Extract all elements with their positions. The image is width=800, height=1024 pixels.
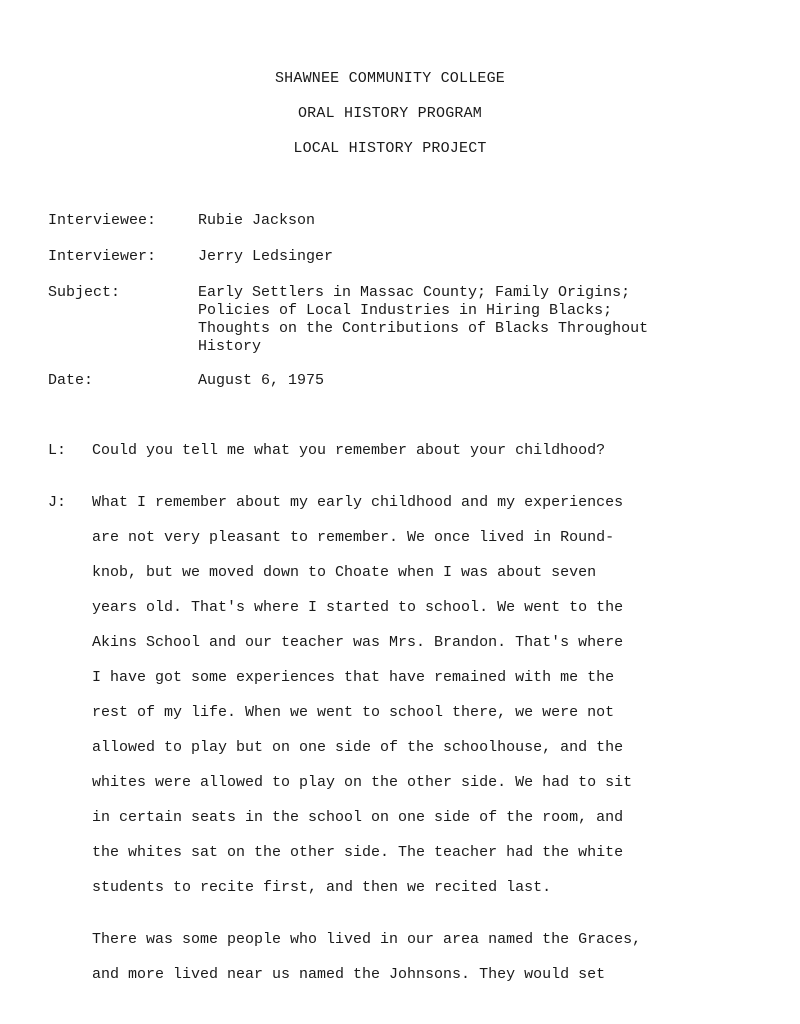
answer-line: knob, but we moved down to Choate when I was about seven (92, 564, 597, 581)
answer-line: There was some people who lived in our area named the Graces, (92, 931, 642, 948)
subject-line: Policies of Local Industries in Hiring Blacks; (198, 302, 613, 319)
interviewer-value: Jerry Ledsinger (198, 248, 334, 265)
interviewee-label: Interviewee: (48, 212, 157, 229)
answer-line: the whites sat on the other side. The teacher had the white (92, 844, 624, 861)
date-value: August 6, 1975 (198, 372, 325, 389)
interviewer-label: Interviewer: (48, 248, 157, 265)
question-text: Could you tell me what you remember about your childhood? (92, 442, 606, 459)
answer-line: years old. That's where I started to school. We went to the (92, 599, 624, 616)
header-project: LOCAL HISTORY PROJECT (293, 140, 487, 157)
answer-line: in certain seats in the school on one side of the room, and (92, 809, 624, 826)
answer-line: are not very pleasant to remember. We once lived in Round- (92, 529, 615, 546)
speaker-j: J: (48, 494, 67, 511)
answer-line: allowed to play but on one side of the schoolhouse, and the (92, 739, 624, 756)
subject-value (198, 284, 758, 356)
subject-line: Early Settlers in Massac County; Family Origins; (198, 284, 631, 301)
answer-line: whites were allowed to play on the other side. We had to sit (92, 774, 633, 791)
subject-line: History (198, 338, 262, 355)
subject-line: Thoughts on the Contributions of Blacks Throughout (198, 320, 649, 337)
header-program: ORAL HISTORY PROGRAM (297, 105, 483, 122)
subject-label: Subject: (48, 284, 121, 301)
answer-line: Akins School and our teacher was Mrs. Brandon. That's where (92, 634, 624, 651)
date-label: Date: (48, 372, 94, 389)
answer-line: I have got some experiences that have remained with me the (92, 669, 615, 686)
answer-line: rest of my life. When we went to school there, we were not (92, 704, 615, 721)
answer-line: What I remember about my early childhood and my experiences (92, 494, 624, 511)
answer-line: students to recite first, and then we recited last. (92, 879, 552, 896)
header-college: SHAWNEE COMMUNITY COLLEGE (274, 70, 506, 87)
interviewee-value: Rubie Jackson (198, 212, 316, 229)
speaker-l: L: (48, 442, 67, 459)
answer-line: and more lived near us named the Johnsons. They would set (92, 966, 606, 983)
